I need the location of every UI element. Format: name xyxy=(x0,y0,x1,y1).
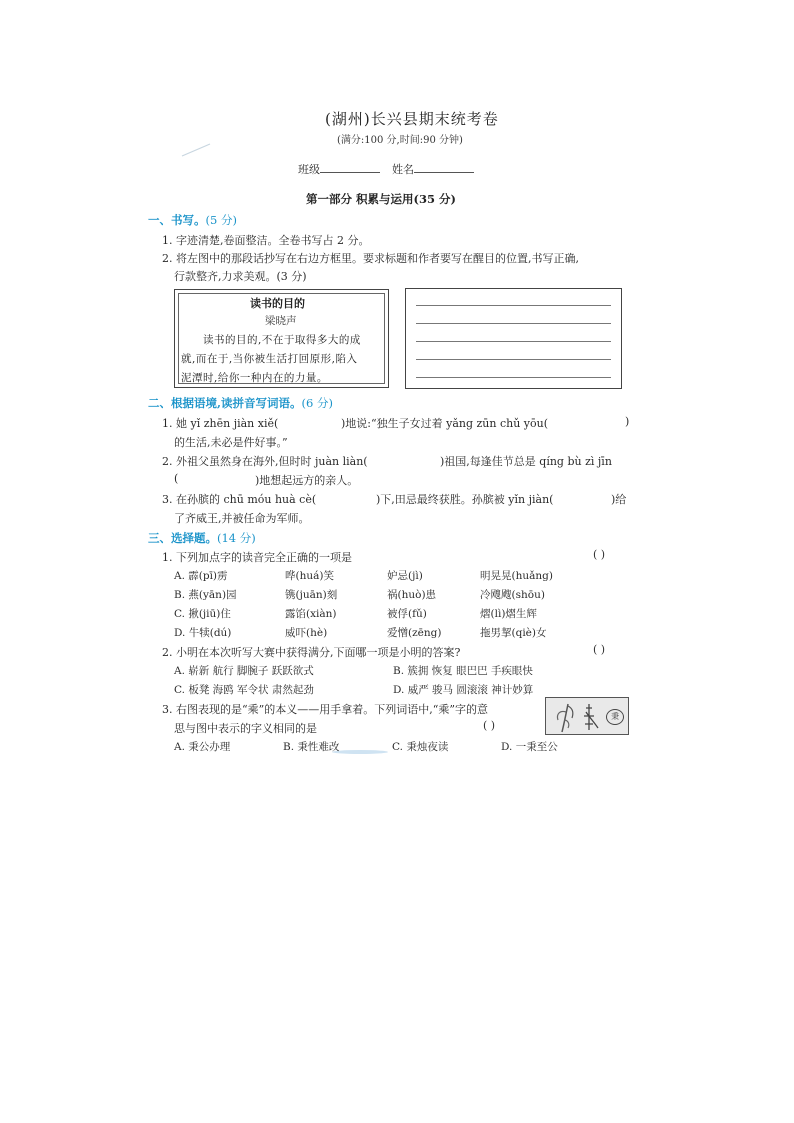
s3-q1-option-c1[interactable]: C. 揪(jiū)住 xyxy=(174,608,231,620)
s2-q1-part-a: 1. 她 yǐ zhēn jiàn xiě( xyxy=(162,417,279,430)
s3-q1-option-c4: 熠(lì)熠生辉 xyxy=(480,608,537,620)
s1-question-2-line1: 2. 将左图中的那段话抄写在右边方框里。要求标题和作者要写在醒目的位置,书写正确, xyxy=(162,252,579,265)
section2-heading: 二、根据语境,读拼音写词语。(6 分) xyxy=(148,396,333,410)
s3-q1-option-d3: 爱憎(zēng) xyxy=(387,627,442,639)
s1-question-2-line2: 行款整齐,力求美观。(3 分) xyxy=(174,270,307,283)
poem-line-2: 就,而在于,当你被生活打回原形,陷入 xyxy=(181,353,358,365)
s2-q2-part-d: )地想起远方的亲人。 xyxy=(255,474,359,487)
exam-subtitle: (满分:100 分,时间:90 分钟) xyxy=(337,135,463,146)
s2-q1-part-b: )地说:“独生子女过着 yǎng zūn chǔ yōu( xyxy=(341,417,549,430)
s3-question-2: 2. 小明在本次听写大赛中获得满分,下面哪一项是小明的答案? xyxy=(162,646,461,659)
s3-q1-option-a1[interactable]: A. 霹(pī)雳 xyxy=(174,570,228,582)
s3-question-3-line2: 思与图中表示的字义相同的是 xyxy=(174,722,317,735)
s3-q2-answer-paren[interactable]: ( ) xyxy=(593,643,606,656)
writing-line[interactable] xyxy=(416,341,611,342)
writing-line[interactable] xyxy=(416,305,611,306)
section1-heading: 一、书写。(5 分) xyxy=(148,213,237,227)
writing-line[interactable] xyxy=(416,359,611,360)
reference-text-box xyxy=(174,289,389,388)
writing-line[interactable] xyxy=(416,323,611,324)
character-origin-image xyxy=(545,697,629,735)
class-label: 班级 xyxy=(298,163,320,176)
s3-q3-option-c[interactable]: C. 秉烛夜读 xyxy=(392,741,449,753)
s3-question-3-line1: 3. 右图表现的是“乘”的本义——用手拿着。下列词语中,“乘”字的意 xyxy=(162,703,488,716)
s3-q1-option-c2: 露馅(xiàn) xyxy=(285,608,337,620)
class-blank[interactable] xyxy=(320,161,380,173)
s3-q1-option-b4: 冷飕飕(shōu) xyxy=(480,589,545,601)
poem-line-3: 泥潭时,给你一种内在的力量。 xyxy=(181,372,328,384)
name-label: 姓名 xyxy=(392,163,414,176)
s3-q1-option-c3: 被俘(fǔ) xyxy=(387,608,427,620)
s3-q3-answer-paren[interactable]: ( ) xyxy=(483,719,496,732)
s2-q1-part-c: ) xyxy=(625,415,630,428)
s2-q2-paren-open: ( xyxy=(174,472,179,485)
s2-q3-line2: 了齐威王,并被任命为军师。 xyxy=(174,512,310,525)
s3-q3-option-b[interactable]: B. 秉性难改 xyxy=(283,741,340,753)
s3-q1-option-d4: 拖男挈(qiè)女 xyxy=(480,627,547,639)
s3-q1-option-b2: 镌(juān)刻 xyxy=(285,589,338,601)
name-blank[interactable] xyxy=(414,161,474,173)
name-field[interactable] xyxy=(392,161,474,177)
s3-q3-option-d[interactable]: D. 一秉至公 xyxy=(501,741,558,753)
class-field[interactable] xyxy=(298,161,380,177)
seal-character-stamp: 秉 xyxy=(606,709,624,725)
s1-question-1: 1. 字迹清楚,卷面整洁。全卷书写占 2 分。 xyxy=(162,234,370,247)
s2-q3-part-b: )下,田忌最终获胜。孙膑被 yǐn jiàn( xyxy=(376,493,554,506)
s2-q3-part-a: 3. 在孙膑的 chū móu huà cè( xyxy=(162,493,317,506)
s3-q1-option-d1[interactable]: D. 牛犊(dú) xyxy=(174,627,232,639)
s2-q1-line2: 的生活,未必是件好事。” xyxy=(174,436,288,449)
s3-q2-option-b[interactable]: B. 簇拥 恢复 眼巴巴 手疾眼快 xyxy=(393,665,533,677)
s3-q1-option-a3: 妒忌(jì) xyxy=(387,570,423,582)
exam-title: (湖州)长兴县期末统考卷 xyxy=(325,110,499,128)
writing-line[interactable] xyxy=(416,377,611,378)
s3-q2-option-c[interactable]: C. 板凳 海鸥 军令状 肃然起劲 xyxy=(174,684,314,696)
poem-line-1: 读书的目的,不在于取得多大的成 xyxy=(203,334,361,346)
poem-author: 梁晓声 xyxy=(265,315,297,327)
poem-title: 读书的目的 xyxy=(250,297,305,310)
s3-q2-option-d[interactable]: D. 威严 骏马 圆滚滚 神计妙算 xyxy=(393,684,534,696)
copy-writing-box[interactable] xyxy=(405,288,622,389)
s3-q2-option-a[interactable]: A. 崭新 航行 脚腕子 跃跃欲式 xyxy=(174,665,314,677)
s3-q3-option-a[interactable]: A. 秉公办理 xyxy=(174,741,231,753)
s3-question-1: 1. 下列加点字的读音完全正确的一项是 xyxy=(162,551,352,564)
scan-smudge-top xyxy=(180,140,220,160)
s2-q3-part-c: )给 xyxy=(611,493,627,506)
s3-q1-option-b3: 祸(huò)患 xyxy=(387,589,437,601)
s3-q1-answer-paren[interactable]: ( ) xyxy=(593,548,606,561)
s2-q2-part-a: 2. 外祖父虽然身在海外,但时时 juàn liàn( xyxy=(162,455,368,468)
s3-q1-option-d2: 威吓(hè) xyxy=(285,627,328,639)
s2-q2-part-b: )祖国,每逢佳节总是 qíng bù zì jīn xyxy=(440,455,612,468)
section3-heading: 三、选择题。(14 分) xyxy=(148,531,256,545)
part-one-title: 第一部分 积累与运用(35 分) xyxy=(306,192,456,206)
s3-q1-option-b1[interactable]: B. 燕(yān)园 xyxy=(174,589,237,601)
s3-q1-option-a2: 哗(huá)笑 xyxy=(285,570,334,582)
s3-q1-option-a4: 明晃晃(huǎng) xyxy=(480,570,553,582)
